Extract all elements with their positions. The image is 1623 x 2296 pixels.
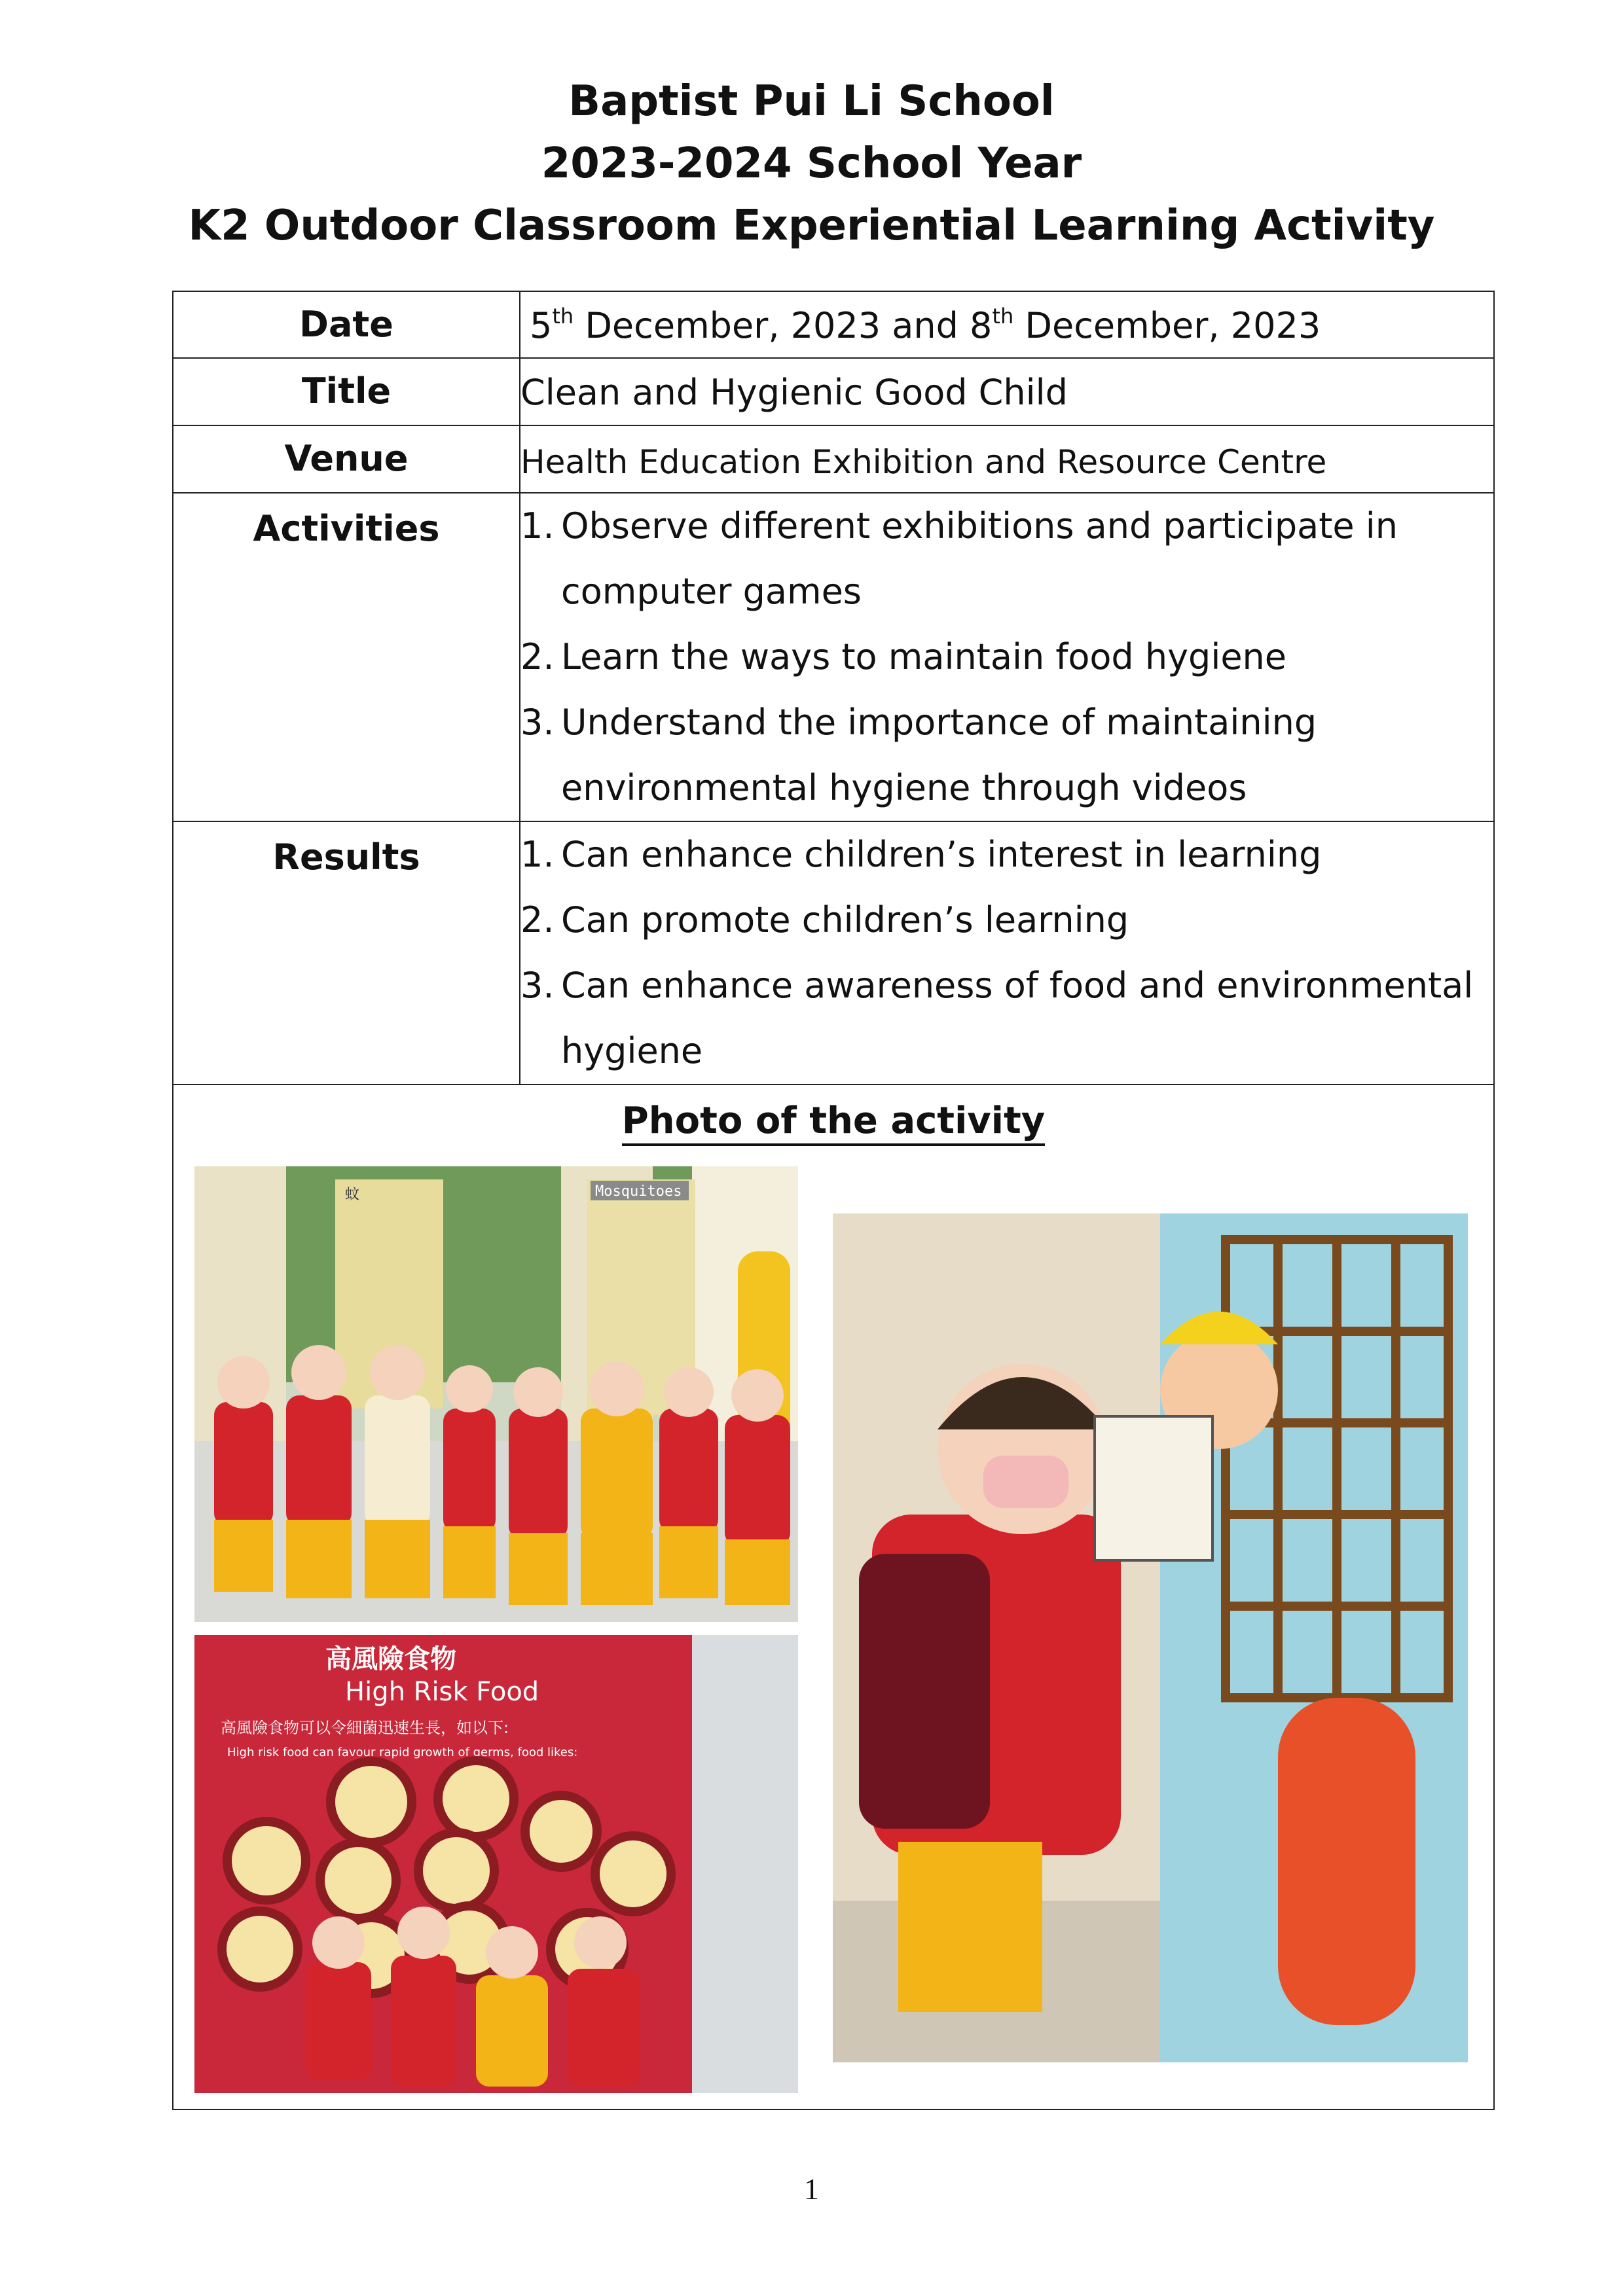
results-label-cell — [173, 821, 520, 1085]
results-list — [520, 822, 1493, 1084]
activity-item-3: 3. Understand the importance of maintaining environmental hygiene through videos — [520, 702, 1317, 808]
row-title — [173, 358, 1494, 425]
activity-item-2: 2. Learn the ways to maintain food hygiene — [520, 636, 1287, 677]
result-item-1: 1. Can enhance children’s interest in learning — [520, 834, 1322, 875]
venue-value: Health Education Exhibition and Resource Centre — [520, 443, 1327, 481]
svg-text:高風險食物: 高風險食物 — [325, 1644, 456, 1674]
activities-label: Activities — [253, 508, 440, 549]
school-name: Baptist Pui Li School — [568, 77, 1055, 126]
date-label: Date — [299, 304, 393, 345]
venue-value-cell — [520, 425, 1494, 493]
activity-photo-3 — [833, 1213, 1468, 2062]
activity-photo-1 — [194, 1166, 798, 1622]
svg-text:High risk food can favour rapi: High risk food can favour rapid growth of germs, food likes: — [227, 1746, 578, 1759]
activities-list — [520, 493, 1493, 821]
activity-photo-2 — [194, 1635, 798, 2093]
page-number: 1 — [804, 2172, 819, 2206]
svg-text:高風險食物可以令細菌迅速生長，如以下:: 高風險食物可以令細菌迅速生長，如以下: — [221, 1719, 509, 1737]
photo-heading: Photo of the activity — [173, 1100, 1493, 1142]
row-photos — [173, 1085, 1494, 2109]
results-label: Results — [272, 836, 420, 878]
venue-label: Venue — [284, 438, 409, 479]
photo-cell — [173, 1085, 1494, 2109]
date-label-cell — [173, 291, 520, 358]
title-label: Title — [301, 370, 392, 412]
svg-text:High Risk Food: High Risk Food — [345, 1677, 539, 1707]
activities-label-cell — [173, 493, 520, 821]
title-value: Clean and Hygienic Good Child — [520, 372, 1068, 413]
title-label-cell — [173, 358, 520, 425]
activities-value-cell — [520, 493, 1494, 821]
result-item-3: 3. Can enhance awareness of food and environmental hygiene — [520, 965, 1474, 1071]
row-results — [173, 821, 1494, 1085]
date-value-cell — [520, 291, 1494, 358]
school-year: 2023-2024 School Year — [541, 139, 1082, 188]
row-date — [173, 291, 1494, 358]
venue-label-cell — [173, 425, 520, 493]
activity-info-table — [172, 291, 1495, 2110]
activity-title: K2 Outdoor Classroom Experiential Learning Activity — [188, 202, 1435, 250]
row-activities — [173, 493, 1494, 821]
title-value-cell — [520, 358, 1494, 425]
activity-item-1: 1. Observe different exhibitions and participate in computer games — [520, 505, 1398, 612]
results-value-cell — [520, 821, 1494, 1085]
date-value: 5th December, 2023 and 8th December, 2023 — [530, 304, 1321, 346]
svg-text:蚊: 蚊 — [345, 1187, 360, 1203]
result-item-2: 2. Can promote children’s learning — [520, 899, 1129, 941]
svg-text:Mosquitoes: Mosquitoes — [595, 1183, 682, 1200]
row-venue — [173, 425, 1494, 493]
